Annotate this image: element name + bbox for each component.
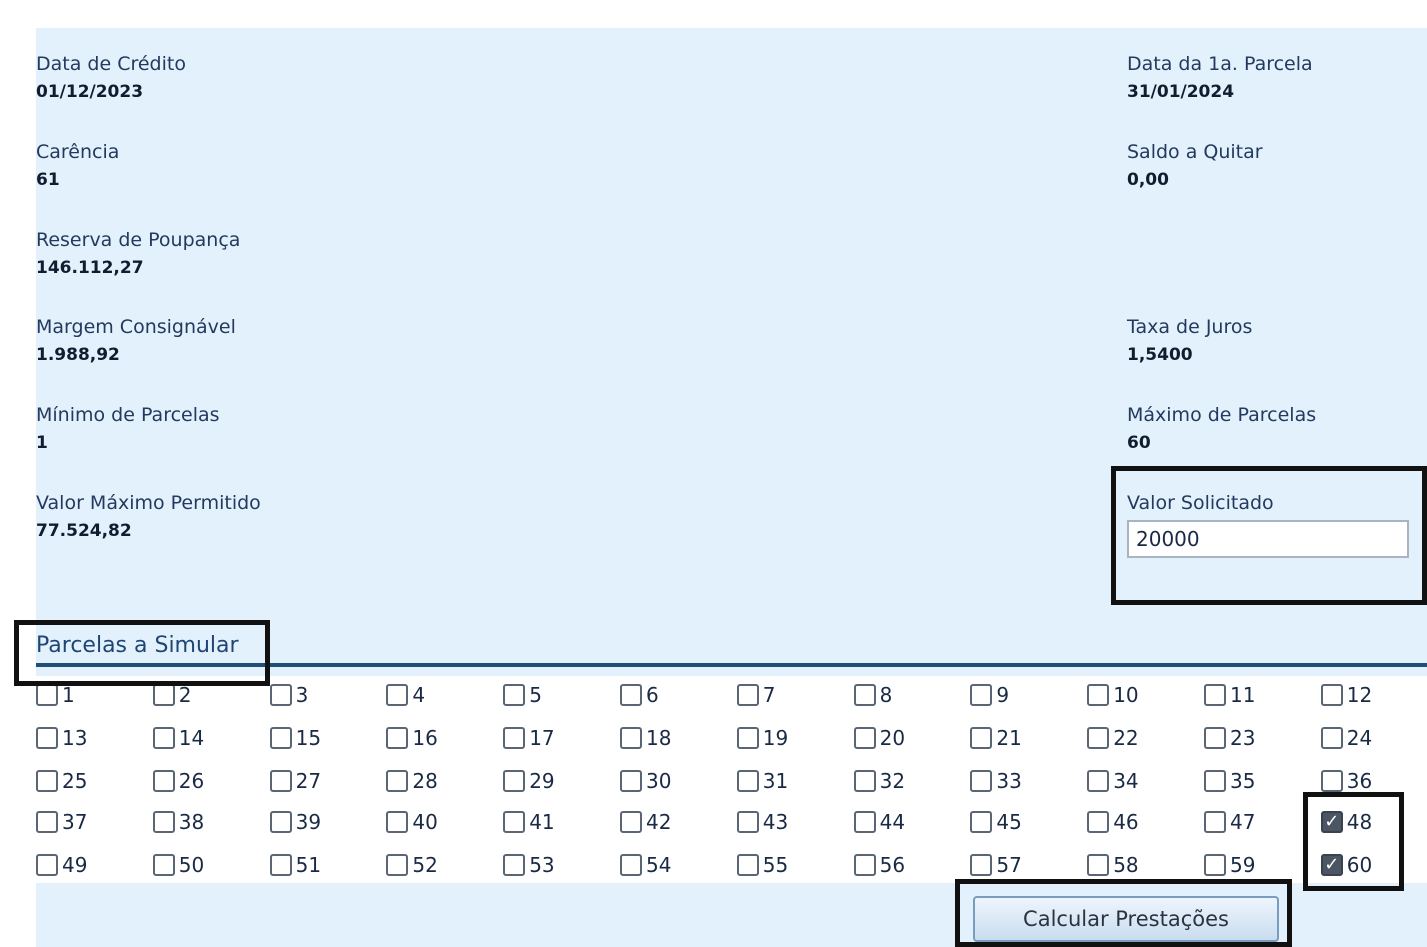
parcela-number-label: 15 [295, 726, 322, 750]
data-parcela-value: 31/01/2024 [1127, 82, 1235, 102]
checkbox-unchecked-icon[interactable] [386, 684, 408, 706]
checkbox-unchecked-icon[interactable] [737, 854, 759, 876]
parcela-checkbox-25[interactable] [36, 766, 87, 796]
minimo-label: Mínimo de Parcelas [36, 404, 220, 426]
parcela-number-label: 8 [879, 683, 893, 707]
parcela-number-label: 16 [412, 726, 438, 750]
checkbox-unchecked-icon[interactable] [1087, 854, 1109, 876]
checkbox-unchecked-icon[interactable] [270, 854, 292, 876]
parcela-checkbox-29[interactable] [503, 766, 554, 796]
checkbox-unchecked-icon[interactable] [503, 854, 525, 876]
parcela-checkbox-26[interactable] [153, 766, 204, 796]
parcela-number-label: 4 [412, 683, 426, 707]
parcela-checkbox-22[interactable] [1087, 723, 1138, 753]
parcela-checkbox-39[interactable] [270, 807, 321, 837]
parcela-number-label: 6 [646, 683, 659, 707]
checkbox-unchecked-icon[interactable] [854, 854, 876, 876]
reserva-label: Reserva de Poupança [36, 229, 241, 251]
parcela-number-label: 13 [62, 726, 88, 750]
parcela-number-label: 42 [646, 810, 672, 834]
checkbox-unchecked-icon[interactable] [503, 727, 525, 749]
parcela-checkbox-41[interactable] [503, 807, 554, 837]
margem-label: Margem Consignável [36, 316, 236, 338]
parcela-number-label: 54 [646, 853, 672, 877]
parcela-number-label: 23 [1230, 726, 1256, 750]
parcela-number-label: 35 [1230, 769, 1256, 793]
parcelas-section-title: Parcelas a Simular [36, 633, 239, 658]
parcela-number-label: 20 [879, 726, 906, 750]
parcela-number-label: 29 [529, 769, 555, 793]
checkbox-unchecked-icon[interactable] [270, 811, 292, 833]
parcela-number-label: 51 [295, 853, 322, 877]
parcela-number-label: 5 [529, 683, 542, 707]
parcela-number-label: 18 [646, 726, 672, 750]
checkbox-unchecked-icon[interactable] [503, 811, 525, 833]
checkbox-unchecked-icon[interactable] [153, 727, 175, 749]
parcela-checkbox-46[interactable] [1087, 807, 1138, 837]
parcela-number-label: 58 [1113, 853, 1139, 877]
checkbox-unchecked-icon[interactable] [854, 684, 876, 706]
parcela-checkbox-31[interactable] [737, 766, 788, 796]
checkbox-unchecked-icon[interactable] [1087, 684, 1109, 706]
parcela-checkbox-48[interactable] [1321, 807, 1372, 837]
parcela-number-label: 55 [762, 853, 789, 877]
data-parcela-label: Data da 1a. Parcela [1127, 53, 1313, 75]
parcela-checkbox-19[interactable] [737, 723, 788, 753]
checkbox-unchecked-icon[interactable] [1087, 770, 1109, 792]
parcela-number-label: 30 [646, 769, 672, 793]
parcela-number-label: 45 [996, 810, 1022, 834]
parcela-number-label: 17 [529, 726, 555, 750]
parcela-checkbox-28[interactable] [386, 766, 437, 796]
parcela-number-label: 28 [412, 769, 438, 793]
checkbox-checked-icon[interactable]: ✓ [1321, 811, 1343, 833]
checkbox-unchecked-icon[interactable] [737, 727, 759, 749]
checkbox-unchecked-icon[interactable] [36, 727, 58, 749]
calcular-prestacoes-button[interactable]: Calcular Prestações [973, 896, 1279, 942]
parcela-checkbox-3[interactable] [270, 680, 309, 710]
maximo-field [1127, 404, 1316, 454]
checkbox-checked-icon[interactable]: ✓ [1321, 854, 1343, 876]
parcela-number-label: 14 [178, 726, 205, 750]
data-credito-value: 01/12/2023 [36, 82, 144, 102]
parcela-checkbox-34[interactable] [1087, 766, 1138, 796]
parcela-checkbox-60[interactable] [1321, 850, 1372, 880]
parcela-number-label: 56 [879, 853, 906, 877]
carencia-label: Carência [36, 141, 120, 163]
parcela-checkbox-5[interactable] [503, 680, 542, 710]
checkbox-unchecked-icon[interactable] [153, 684, 175, 706]
parcela-number-label: 12 [1346, 683, 1373, 707]
checkbox-unchecked-icon[interactable] [386, 811, 408, 833]
parcela-checkbox-11[interactable] [1204, 680, 1255, 710]
parcela-number-label: 31 [762, 769, 789, 793]
checkbox-unchecked-icon[interactable] [36, 854, 58, 876]
parcela-number-label: 34 [1113, 769, 1139, 793]
data-credito-label: Data de Crédito [36, 53, 186, 75]
parcela-number-label: 37 [62, 810, 88, 834]
parcela-number-label: 39 [295, 810, 322, 834]
checkbox-unchecked-icon[interactable] [1204, 854, 1226, 876]
parcela-checkbox-54[interactable] [620, 850, 671, 880]
parcela-checkbox-15[interactable] [270, 723, 321, 753]
parcela-number-label: 44 [879, 810, 906, 834]
parcela-number-label: 19 [762, 726, 789, 750]
parcela-checkbox-23[interactable] [1204, 723, 1255, 753]
parcela-number-label: 59 [1230, 853, 1256, 877]
checkbox-unchecked-icon[interactable] [970, 684, 992, 706]
parcela-number-label: 21 [996, 726, 1022, 750]
parcela-checkbox-35[interactable] [1204, 766, 1255, 796]
checkbox-unchecked-icon[interactable] [36, 770, 58, 792]
maximo-label: Máximo de Parcelas [1127, 404, 1317, 426]
parcela-checkbox-13[interactable] [36, 723, 87, 753]
valor-solicitado-label: Valor Solicitado [1127, 492, 1274, 514]
parcela-checkbox-14[interactable] [153, 723, 204, 753]
parcela-number-label: 38 [178, 810, 205, 834]
parcela-checkbox-38[interactable] [153, 807, 204, 837]
checkbox-unchecked-icon[interactable] [386, 770, 408, 792]
checkbox-unchecked-icon[interactable] [270, 770, 292, 792]
checkbox-unchecked-icon[interactable] [854, 811, 876, 833]
parcela-number-label: 26 [178, 769, 205, 793]
checkbox-unchecked-icon[interactable] [1321, 684, 1343, 706]
checkbox-unchecked-icon[interactable] [970, 770, 992, 792]
parcela-checkbox-27[interactable] [270, 766, 321, 796]
checkbox-unchecked-icon[interactable] [386, 727, 408, 749]
parcela-number-label: 2 [178, 683, 192, 707]
checkbox-unchecked-icon[interactable] [1204, 811, 1226, 833]
parcela-checkbox-40[interactable] [386, 807, 437, 837]
checkbox-unchecked-icon[interactable] [737, 770, 759, 792]
parcela-checkbox-55[interactable] [737, 850, 788, 880]
checkbox-unchecked-icon[interactable] [1087, 727, 1109, 749]
parcela-number-label: 7 [762, 683, 776, 707]
parcela-checkbox-4[interactable] [386, 680, 425, 710]
parcela-checkbox-2[interactable] [153, 680, 192, 710]
checkbox-unchecked-icon[interactable] [153, 770, 175, 792]
parcela-checkbox-57[interactable] [970, 850, 1021, 880]
parcela-number-label: 33 [996, 769, 1022, 793]
parcela-number-label: 52 [412, 853, 438, 877]
parcela-number-label: 43 [762, 810, 789, 834]
checkbox-unchecked-icon[interactable] [36, 684, 58, 706]
parcela-checkbox-58[interactable] [1087, 850, 1138, 880]
taxa-juros-label: Taxa de Juros [1127, 316, 1253, 338]
saldo-quitar-field [1127, 141, 1263, 191]
checkbox-unchecked-icon[interactable] [620, 770, 642, 792]
parcela-checkbox-59[interactable] [1204, 850, 1255, 880]
checkbox-unchecked-icon[interactable] [1204, 684, 1226, 706]
parcela-checkbox-7[interactable] [737, 680, 776, 710]
checkbox-unchecked-icon[interactable] [854, 770, 876, 792]
checkbox-unchecked-icon[interactable] [153, 854, 175, 876]
margem-field [36, 316, 236, 366]
parcela-checkbox-12[interactable] [1321, 680, 1372, 710]
parcela-number-label: 48 [1346, 810, 1373, 834]
checkbox-unchecked-icon[interactable] [153, 811, 175, 833]
minimo-field [36, 404, 220, 454]
parcela-checkbox-17[interactable] [503, 723, 554, 753]
parcela-number-label: 3 [295, 683, 309, 707]
parcela-number-label: 10 [1113, 683, 1139, 707]
reserva-field [36, 229, 240, 279]
valor-maximo-field [36, 492, 261, 542]
checkbox-unchecked-icon[interactable] [620, 854, 642, 876]
parcela-checkbox-20[interactable] [854, 723, 905, 753]
checkbox-unchecked-icon[interactable] [620, 684, 642, 706]
checkbox-unchecked-icon[interactable] [620, 811, 642, 833]
parcela-checkbox-47[interactable] [1204, 807, 1255, 837]
parcela-checkbox-45[interactable] [970, 807, 1021, 837]
checkbox-unchecked-icon[interactable] [503, 770, 525, 792]
margem-value: 1.988,92 [36, 345, 120, 365]
parcela-checkbox-36[interactable] [1321, 766, 1372, 796]
parcela-checkbox-30[interactable] [620, 766, 671, 796]
carencia-value: 61 [36, 170, 60, 190]
parcela-number-label: 60 [1346, 853, 1373, 877]
parcela-number-label: 27 [295, 769, 322, 793]
checkbox-unchecked-icon[interactable] [1204, 770, 1226, 792]
saldo-quitar-label: Saldo a Quitar [1127, 141, 1263, 163]
checkbox-unchecked-icon[interactable] [737, 684, 759, 706]
checkbox-unchecked-icon[interactable] [1321, 727, 1343, 749]
valor-maximo-value: 77.524,82 [36, 521, 132, 541]
parcela-checkbox-42[interactable] [620, 807, 671, 837]
parcela-checkbox-6[interactable] [620, 680, 659, 710]
parcela-number-label: 11 [1230, 683, 1256, 707]
parcela-checkbox-52[interactable] [386, 850, 437, 880]
checkbox-unchecked-icon[interactable] [1321, 770, 1343, 792]
checkbox-unchecked-icon[interactable] [970, 854, 992, 876]
valor-solicitado-field [1127, 492, 1274, 514]
parcela-checkbox-56[interactable] [854, 850, 905, 880]
parcela-number-label: 36 [1346, 769, 1373, 793]
parcela-checkbox-43[interactable] [737, 807, 788, 837]
valor-maximo-label: Valor Máximo Permitido [36, 492, 261, 514]
parcela-number-label: 25 [62, 769, 88, 793]
parcela-number-label: 22 [1113, 726, 1139, 750]
checkbox-unchecked-icon[interactable] [1087, 811, 1109, 833]
checkbox-unchecked-icon[interactable] [970, 727, 992, 749]
parcela-checkbox-21[interactable] [970, 723, 1021, 753]
parcela-checkbox-53[interactable] [503, 850, 554, 880]
section-divider [36, 663, 1427, 667]
checkbox-unchecked-icon[interactable] [386, 854, 408, 876]
checkbox-unchecked-icon[interactable] [737, 811, 759, 833]
parcela-checkbox-1[interactable] [36, 680, 75, 710]
taxa-juros-value: 1,5400 [1127, 345, 1193, 365]
parcela-checkbox-32[interactable] [854, 766, 905, 796]
parcela-checkbox-18[interactable] [620, 723, 671, 753]
checkbox-unchecked-icon[interactable] [970, 811, 992, 833]
data-credito-field [36, 53, 186, 103]
data-parcela-field [1127, 53, 1313, 103]
parcela-number-label: 32 [879, 769, 906, 793]
parcela-number-label: 9 [996, 683, 1010, 707]
checkbox-unchecked-icon[interactable] [620, 727, 642, 749]
checkbox-unchecked-icon[interactable] [270, 727, 292, 749]
parcela-number-label: 1 [62, 683, 75, 707]
checkbox-unchecked-icon[interactable] [1204, 727, 1226, 749]
taxa-juros-field [1127, 316, 1252, 366]
parcela-checkbox-24[interactable] [1321, 723, 1372, 753]
parcela-number-label: 41 [529, 810, 555, 834]
parcela-number-label: 57 [996, 853, 1022, 877]
maximo-value: 60 [1127, 433, 1151, 453]
carencia-field [36, 141, 119, 191]
reserva-value: 146.112,27 [36, 258, 144, 278]
checkbox-unchecked-icon[interactable] [36, 811, 58, 833]
valor-solicitado-input[interactable] [1127, 520, 1409, 558]
minimo-value: 1 [36, 433, 48, 453]
checkbox-unchecked-icon[interactable] [270, 684, 292, 706]
parcela-number-label: 49 [62, 853, 88, 877]
parcela-checkbox-50[interactable] [153, 850, 204, 880]
parcela-number-label: 47 [1230, 810, 1256, 834]
parcela-number-label: 40 [412, 810, 438, 834]
parcela-checkbox-33[interactable] [970, 766, 1021, 796]
parcela-checkbox-37[interactable] [36, 807, 87, 837]
parcela-number-label: 24 [1346, 726, 1373, 750]
parcela-number-label: 46 [1113, 810, 1139, 834]
parcela-checkbox-10[interactable] [1087, 680, 1138, 710]
parcela-number-label: 50 [178, 853, 205, 877]
parcela-checkbox-44[interactable] [854, 807, 905, 837]
parcela-checkbox-16[interactable] [386, 723, 437, 753]
checkbox-unchecked-icon[interactable] [854, 727, 876, 749]
parcela-checkbox-49[interactable] [36, 850, 87, 880]
parcela-checkbox-9[interactable] [970, 680, 1009, 710]
parcela-checkbox-8[interactable] [854, 680, 893, 710]
saldo-quitar-value: 0,00 [1127, 170, 1169, 190]
parcela-checkbox-51[interactable] [270, 850, 321, 880]
checkbox-unchecked-icon[interactable] [503, 684, 525, 706]
parcela-number-label: 53 [529, 853, 555, 877]
